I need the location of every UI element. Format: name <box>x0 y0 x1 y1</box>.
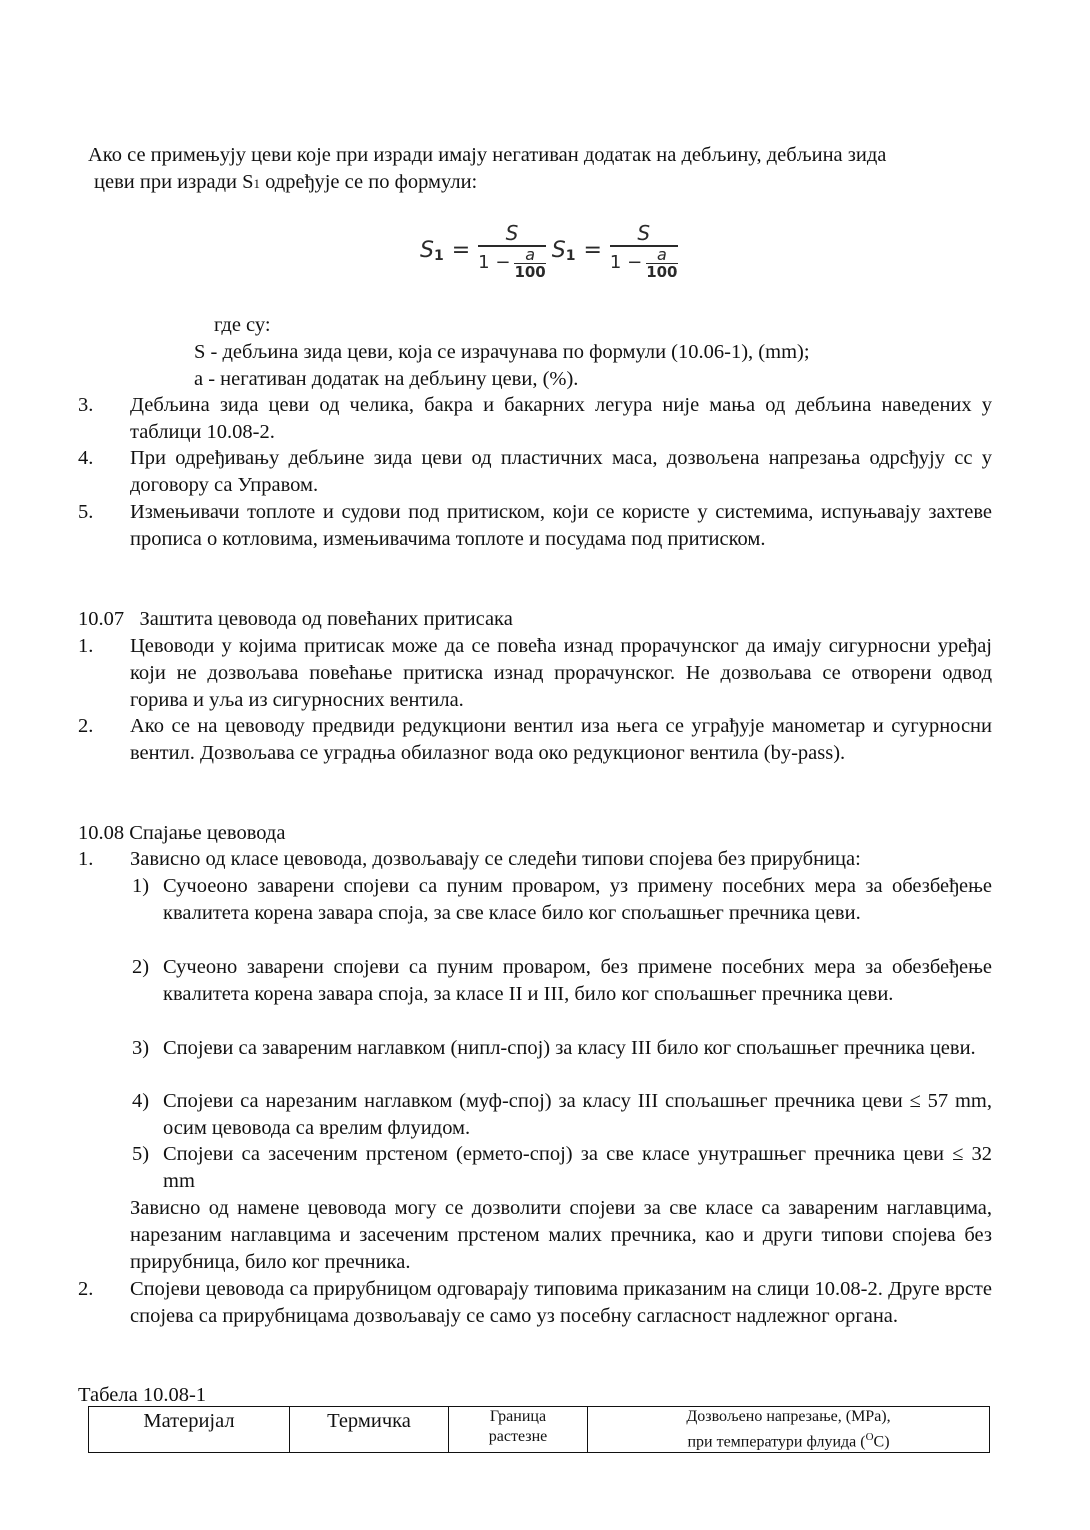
formula-lhs: S <box>420 237 434 263</box>
intro-text-end: одређује се по формули: <box>260 171 478 193</box>
item-text: Измењивачи топлоте и судови под притиском, који се користе у системима, испуњавају захтеве прописа о котловима, измењивачима топлоте и посудама под притиском. <box>130 501 992 550</box>
section-heading-10-08: 10.08 Спајање цевовода <box>78 822 286 844</box>
den-minus: − <box>495 252 511 273</box>
formula-equals: = <box>451 237 471 263</box>
item-number: 1. <box>78 635 94 657</box>
subitem-text: Сучоеоно заварени спојеви са пуним проваром, уз примену посебних мера за обезбеђење квалитета корена завара споја, за све класе било ког спољашњег пречника цеви. <box>163 875 992 924</box>
formula-fraction <box>478 221 546 280</box>
header-tensile-limit <box>449 1407 588 1453</box>
header-text-part: C) <box>873 1433 890 1451</box>
subitem-number: 4) <box>132 1090 150 1112</box>
item-number: 1. <box>78 848 94 870</box>
header-text: Граница <box>489 1408 547 1425</box>
formula-numerator: S <box>637 220 651 245</box>
item-text: Спојеви цевовода са прирубницом одговарају типовима приказаним на слици 10.08-2. Друге врсте спојева са прирубницама дозвољавају се само уз посебну сагласност надлежног органа. <box>130 1278 992 1327</box>
header-heat-treatment <box>290 1407 449 1453</box>
item-text: Зависно од класе цевовода, дозвољавају се следећи типови спојева без прирубница: <box>130 848 861 870</box>
formula-s1 <box>420 215 684 285</box>
intro-line-2 <box>94 169 477 197</box>
header-text: Дозвољено напрезање, (MPa), <box>686 1408 891 1425</box>
formula-denominator <box>478 244 546 281</box>
item-number: 2. <box>78 1278 94 1300</box>
header-allowed-stress <box>588 1407 990 1453</box>
section-note: Зависно од намене цевовода могу се дозволити спојеви за све класе са завареним наглавцима, нарезаним наглавцима и засеченим прстеном малих пречника, као и други типови спојева без прирубница, било ког пречника. <box>130 1197 992 1273</box>
item-text: Дебљина зида цеви од челика, бакра и бакарних легура није мања од дебљина наведених у таблици 10.08-2. <box>130 394 992 443</box>
definition-a: а - негативан додатак на дебљину цеви, (%). <box>194 368 579 390</box>
formula-lhs-sub: 1 <box>565 248 576 264</box>
item-number: 5. <box>78 501 94 523</box>
item-number: 4. <box>78 447 94 469</box>
header-text: растезне <box>488 1428 548 1445</box>
table-caption: Табела 10.08-1 <box>78 1384 207 1406</box>
degree-superscript: O <box>865 1431 874 1443</box>
subitem-text: Спојеви са засеченим прстеном (ермето-спој) за све класе унутрашњег пречника цеви ≤ 32 mm <box>163 1143 992 1192</box>
header-text-part: при температури флуида ( <box>687 1433 866 1451</box>
subitem-text: Спојеви са нарезаним наглавком (муф-спој) за класу III спољашњег пречника цеви ≤ 57 mm, осим цевовода са врелим флуидом. <box>163 1090 992 1139</box>
den-one: 1 <box>478 252 490 273</box>
subitem-text: Спојеви са завареним наглавком (нипл-спој) за класу III било ког спољашњег пречника цеви. <box>163 1037 976 1059</box>
formula-lhs-sub: 1 <box>433 248 444 264</box>
den-frac-den: 100 <box>646 262 678 281</box>
header-material <box>89 1407 290 1453</box>
den-fraction <box>646 244 678 281</box>
formula-instance <box>552 221 678 280</box>
header-text: Термичка <box>327 1410 411 1432</box>
den-one: 1 <box>609 252 622 273</box>
header-text: Материјал <box>143 1410 235 1432</box>
formula-equals: = <box>583 237 602 263</box>
section-heading-10-07: 10.07 Заштита цевовода од повећаних притисака <box>78 608 513 630</box>
formula-lhs: S <box>551 237 566 263</box>
table-header-row <box>89 1407 990 1453</box>
where-label: где су: <box>214 314 271 336</box>
subitem-number: 3) <box>132 1037 150 1059</box>
item-number: 3. <box>78 394 94 416</box>
den-frac-num: a <box>656 244 667 264</box>
subitem-number: 2) <box>132 956 150 978</box>
item-text: Цевоводи у којима притисак може да се повећа изнад прорачунског да имају сигурносни уређај који не дозвољава повећање притиска изнад прорачунског. Не дозвољава се отворени одвод горива и уља из сигурносних вентила. <box>130 635 992 711</box>
formula-fraction <box>610 221 678 280</box>
den-frac-den: 100 <box>514 262 546 281</box>
den-fraction <box>514 244 546 281</box>
s1-subscript: 1 <box>253 176 261 191</box>
header-text <box>588 1427 989 1452</box>
intro-line-1: Ако се примењују цеви које при изради имају негативан додатак на дебљину, дебљина зида <box>88 144 887 166</box>
subitem-text: Сучеоно заварени спојеви са пуним проваром, без примене посебних мера за обезбеђење квалитета корена завара споја, за класе II и III, било ког спољашњег пречника цеви. <box>163 956 992 1005</box>
item-number: 2. <box>78 715 94 737</box>
subitem-number: 1) <box>132 875 150 897</box>
intro-text: цеви при изради S <box>94 171 254 193</box>
den-minus: − <box>627 252 643 273</box>
formula-numerator: S <box>505 220 519 245</box>
stress-table <box>88 1406 990 1453</box>
item-text: Ако се на цевоводу предвиди редукциони вентил иза њега се уграђује манометар и сугурносни вентил. Дозвољава се уградња обилазног вода око редукционог вентила (by-pass). <box>130 715 992 764</box>
subitem-number: 5) <box>132 1143 150 1165</box>
definition-s: S - дебљина зида цеви, која се израчунава по формули (10.06-1), (mm); <box>194 341 810 363</box>
den-frac-num: a <box>525 244 535 264</box>
formula-denominator <box>609 244 678 281</box>
formula-instance <box>420 221 546 280</box>
item-text: При одређивању дебљине зида цеви од пластичних маса, дозвољена напрезања одрсђују сс у договору са Управом. <box>130 447 992 496</box>
